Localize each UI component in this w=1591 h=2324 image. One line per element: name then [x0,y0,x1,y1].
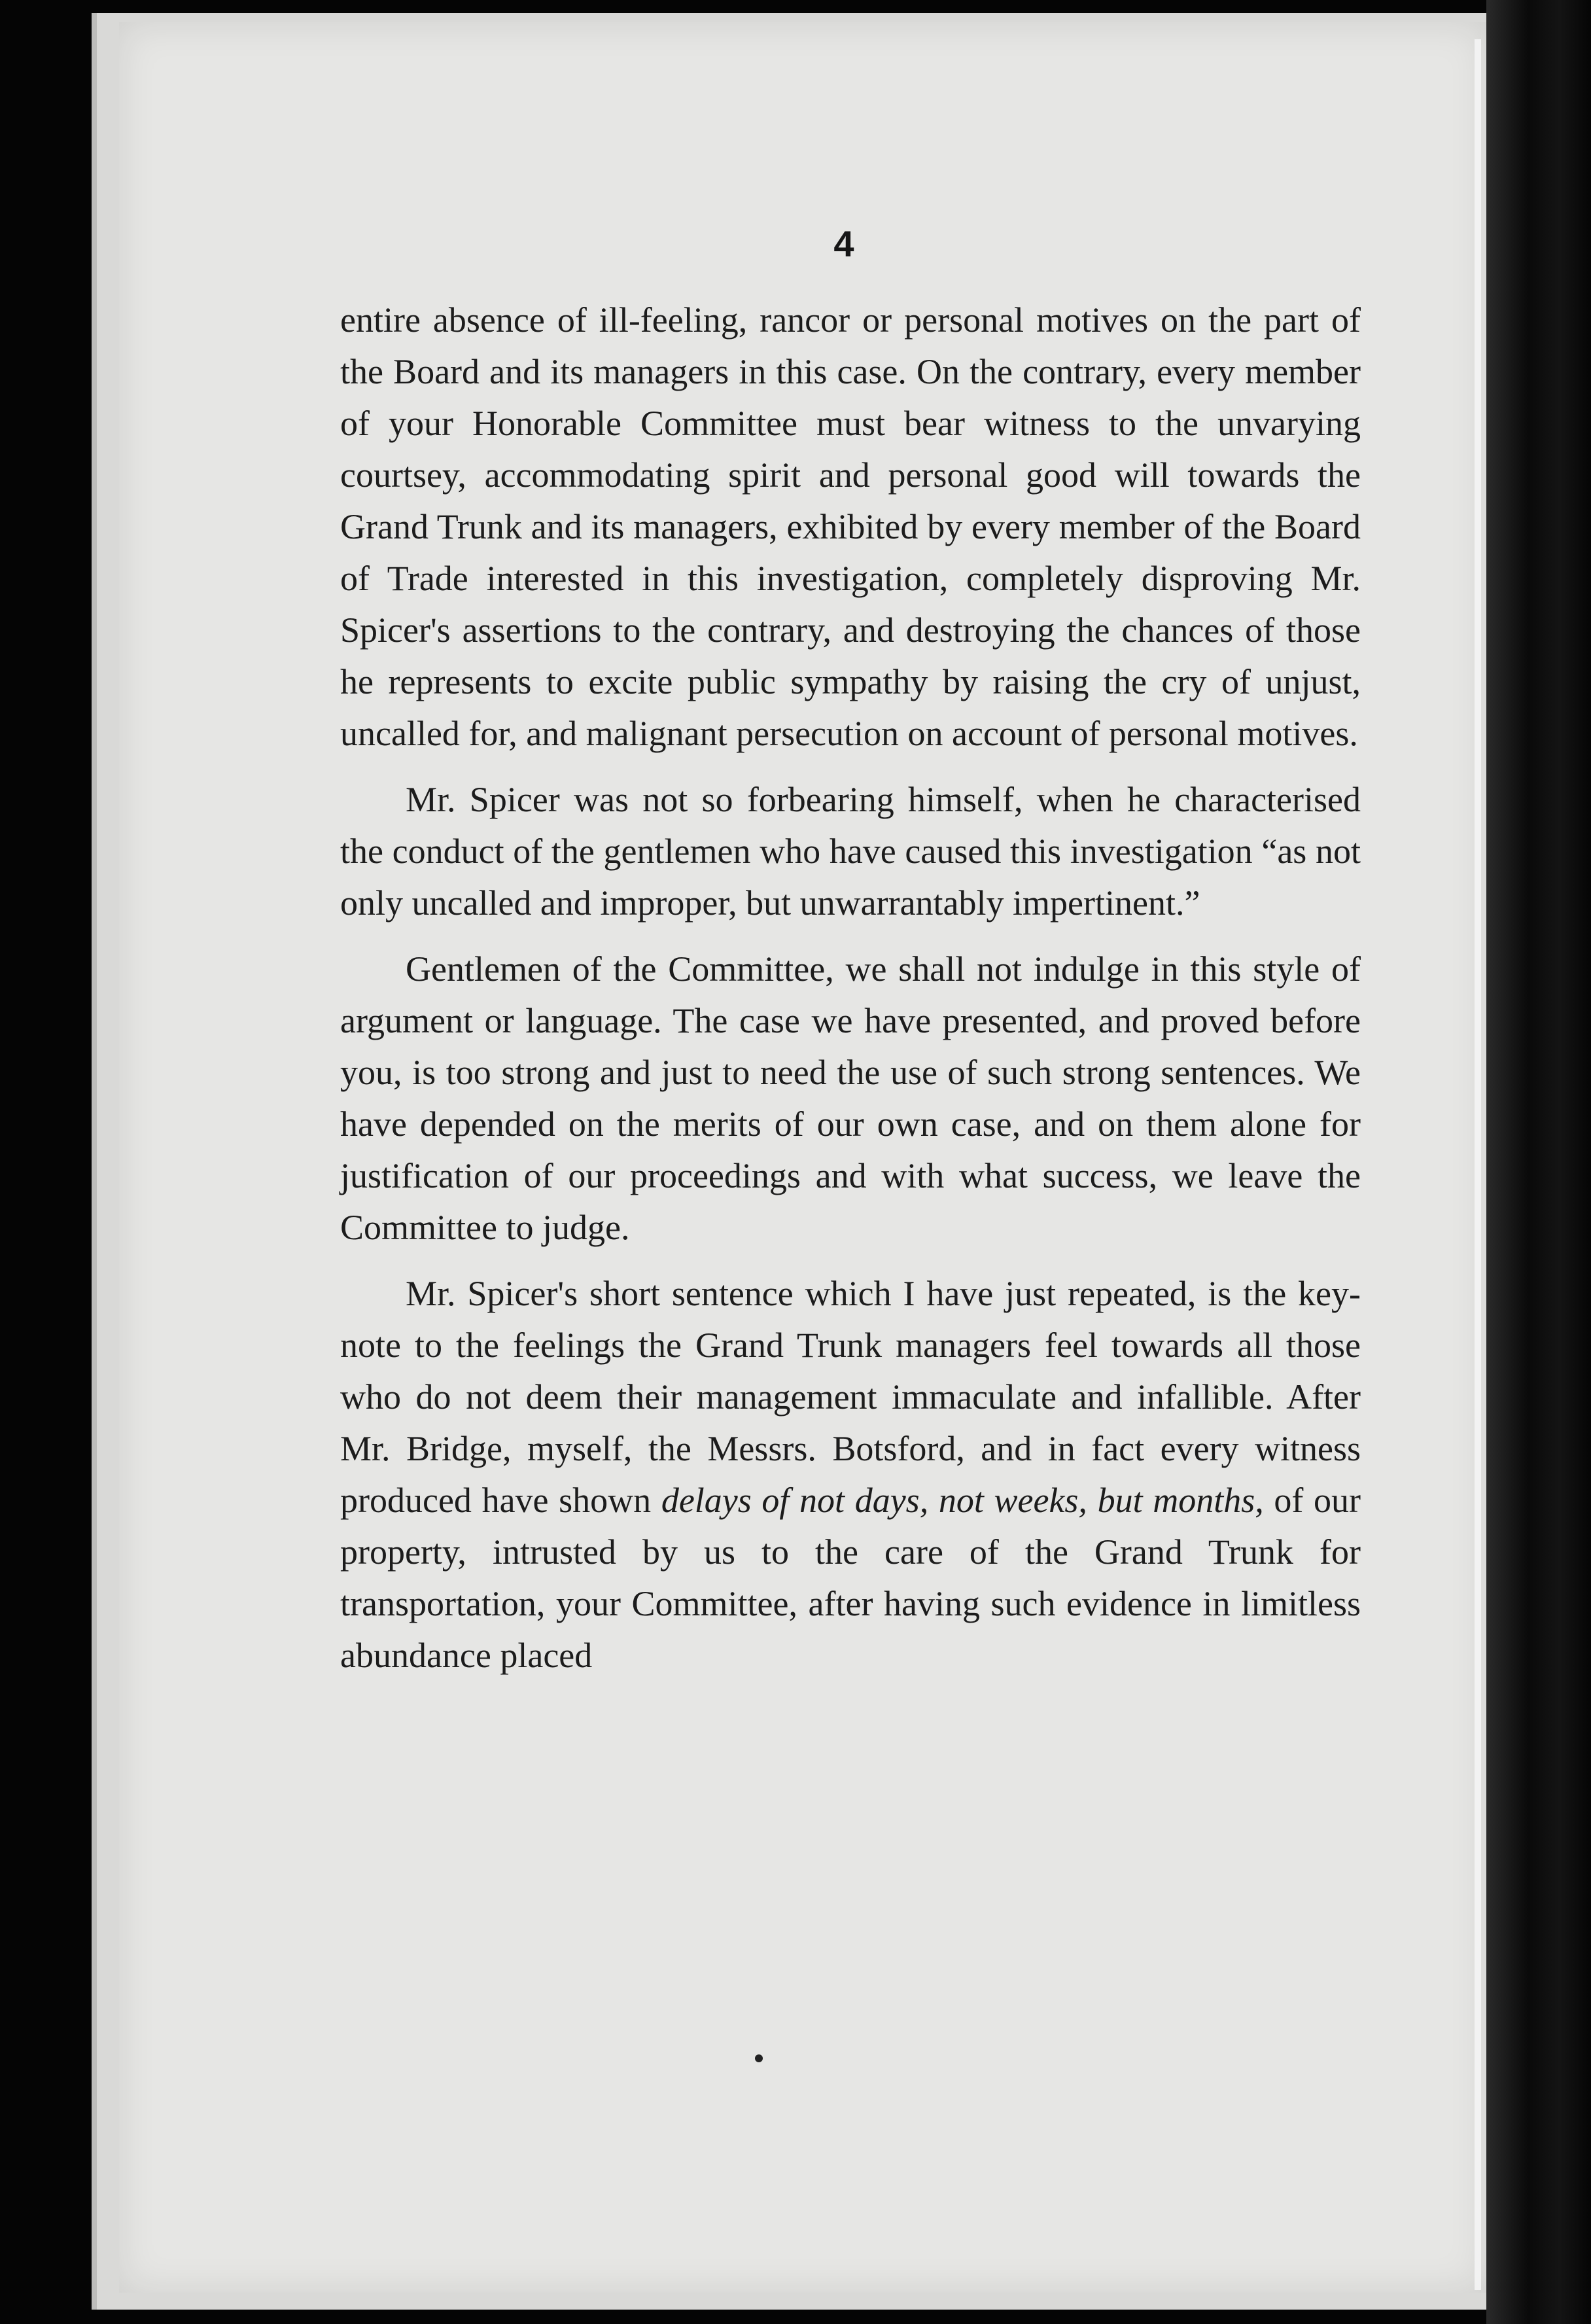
paragraph-4-text-before: Mr. Spicer's short sentence which I have just repeated, is the key-note to the feelings the Grand Trunk managers feel towards all those who do not deem their management immaculate and infallible. After Mr. Bridge, myself, the Messrs. Botsford, and in fact every witness produced have shown [340,1274,1361,1520]
paragraph-3: Gentlemen of the Committee, we shall not indulge in this style of argument or language. The case we have presented, and proved before you, is too strong and just to need the use of such strong sentences. We have depended on the merits of our own case, and on them alone for justification of our proceedings and with what success, we leave the Committee to judge. [340,949,1361,1247]
paragraph-2: Mr. Spicer was not so forbearing himself, when he characterised the conduct of the gentlemen who have caused this investigation “as not only uncalled and improper, but unwarrantably impertinent.” [340,780,1361,923]
book-gutter [1486,0,1591,2324]
paragraph-4-text-after: of our property, intrusted by us to the care of the Grand Trunk for transportation, your Committee, after having such evidence in limitless abundance placed [340,1481,1361,1675]
paragraph-4 [340,1268,1361,1681]
paragraph-4-emphasis: delays of not days, not weeks, but months, [661,1481,1264,1520]
ink-dot [755,2054,763,2062]
page-edge-highlight [1475,39,1481,2290]
page-number: 4 [833,223,854,264]
paragraph-1: entire absence of ill-feeling, rancor or personal motives on the part of the Board and its managers in this case. On the contrary, every member of your Honorable Committee must bear witness to the unvarying courtsey, accommodating spirit and personal good will towards the Grand Trunk and its managers, exhibited by every member of the Board of Trade interested in this investigation, completely disproving Mr. Spicer's assertions to the contrary, and destroying the chances of those he represents to excite public sympathy by raising the cry of unjust, uncalled for, and malignant persecution on account of personal motives. [340,300,1361,753]
body-text [340,294,1361,1696]
